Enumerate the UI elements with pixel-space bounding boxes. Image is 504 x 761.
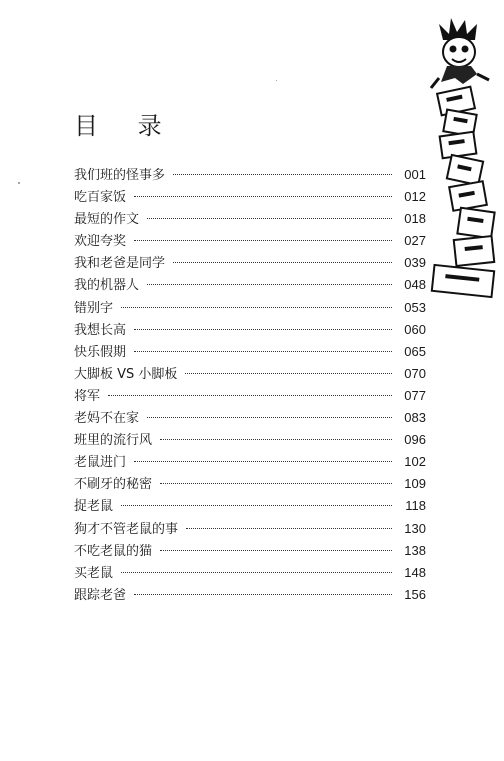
toc-entry-title: 老妈不在家 xyxy=(74,411,140,427)
dot-leader xyxy=(147,417,392,418)
dot-leader xyxy=(185,373,392,374)
toc-entry[interactable] xyxy=(74,562,426,584)
dot-leader xyxy=(147,284,392,285)
dot-leader xyxy=(121,307,392,308)
toc-entry-title: 我的机器人 xyxy=(74,278,140,294)
toc-entry[interactable] xyxy=(74,164,426,186)
dot-leader xyxy=(160,550,392,551)
toc-entry-page-number: 001 xyxy=(404,167,426,182)
toc-entry-title: 我想长高 xyxy=(74,322,127,338)
toc-entry-page-number: 148 xyxy=(404,564,426,580)
toc-entry-page-number: 053 xyxy=(404,299,426,315)
toc-entry-title: 不吃老鼠的猫 xyxy=(74,543,153,559)
dot-leader xyxy=(186,528,392,529)
toc-entry-page-number: 027 xyxy=(404,233,426,249)
toc-entry-page-number: 012 xyxy=(404,189,426,205)
dot-leader xyxy=(173,174,392,175)
toc-entry-title: 我和老爸是同学 xyxy=(74,256,166,272)
toc-entry-title: 最短的作文 xyxy=(74,212,140,228)
toc-entry-page-number: 102 xyxy=(404,454,426,470)
toc-entry[interactable] xyxy=(74,252,426,274)
toc-entry-page-number: 138 xyxy=(404,542,426,558)
dot-leader xyxy=(134,594,392,595)
toc-title: 目 录 xyxy=(74,112,178,140)
dot-leader xyxy=(147,218,392,219)
toc-entry[interactable] xyxy=(74,429,426,451)
toc-entry-title: 跟踪老爸 xyxy=(74,587,127,603)
toc-entry-page-number: 070 xyxy=(404,365,426,381)
toc-entry-page-number: 018 xyxy=(404,211,426,227)
toc-entry-title: 欢迎夸奖 xyxy=(74,234,127,250)
toc-entry[interactable] xyxy=(74,540,426,562)
toc-entry-title: 快乐假期 xyxy=(74,344,127,360)
toc-entry-page-number: 048 xyxy=(404,277,426,293)
toc-list xyxy=(74,164,426,606)
toc-entry[interactable] xyxy=(74,186,426,208)
toc-entry[interactable] xyxy=(74,407,426,429)
toc-entry-title: 大脚板 VS 小脚板 xyxy=(74,366,178,382)
toc-entry[interactable] xyxy=(74,363,426,385)
dot-leader xyxy=(121,572,392,573)
toc-entry[interactable] xyxy=(74,319,426,341)
toc-entry-page-number: 156 xyxy=(404,586,426,602)
dot-leader xyxy=(134,240,392,241)
toc-entry-title: 错别字 xyxy=(74,300,114,316)
toc-entry-page-number: 109 xyxy=(404,476,426,492)
toc-entry-title: 吃百家饭 xyxy=(74,190,127,206)
toc-entry[interactable] xyxy=(74,341,426,363)
toc-entry-title: 将军 xyxy=(74,388,101,404)
toc-entry[interactable] xyxy=(74,518,426,540)
dot-leader xyxy=(134,461,392,462)
toc-entry[interactable] xyxy=(74,495,426,517)
toc-entry-title: 老鼠进门 xyxy=(74,455,127,471)
dot-leader xyxy=(160,483,392,484)
toc-entry[interactable] xyxy=(74,208,426,230)
toc-entry-page-number: 060 xyxy=(404,321,426,337)
toc-entry-page-number: 039 xyxy=(404,255,426,271)
toc-entry-page-number: 083 xyxy=(404,410,426,426)
toc-entry[interactable] xyxy=(74,385,426,407)
dot-leader xyxy=(108,395,392,396)
dot-leader xyxy=(160,439,392,440)
toc-entry-page-number: 118 xyxy=(405,498,426,514)
toc-entry-page-number: 077 xyxy=(404,387,426,403)
toc-entry[interactable] xyxy=(74,274,426,296)
toc-entry-title: 不刷牙的秘密 xyxy=(74,477,153,493)
cartoon-illustration-icon xyxy=(425,18,503,308)
toc-entry-title: 捉老鼠 xyxy=(74,499,114,515)
scan-speck xyxy=(276,80,277,81)
toc-entry-page-number: 130 xyxy=(404,520,426,536)
dot-leader xyxy=(173,262,392,263)
toc-entry[interactable] xyxy=(74,297,426,319)
dot-leader xyxy=(134,351,392,352)
toc-entry-title: 班里的流行风 xyxy=(74,433,153,449)
toc-entry-title: 狗才不管老鼠的事 xyxy=(74,521,179,537)
toc-entry-page-number: 096 xyxy=(404,432,426,448)
toc-entry[interactable] xyxy=(74,451,426,473)
dot-leader xyxy=(121,505,392,506)
toc-entry[interactable] xyxy=(74,230,426,252)
toc-entry-title: 买老鼠 xyxy=(74,565,114,581)
scan-speck xyxy=(18,182,20,184)
toc-entry-title: 我们班的怪事多 xyxy=(74,168,166,183)
toc-entry[interactable] xyxy=(74,584,426,606)
toc-entry-page-number: 065 xyxy=(404,343,426,359)
toc-entry[interactable] xyxy=(74,473,426,495)
dot-leader xyxy=(134,196,392,197)
dot-leader xyxy=(134,329,392,330)
